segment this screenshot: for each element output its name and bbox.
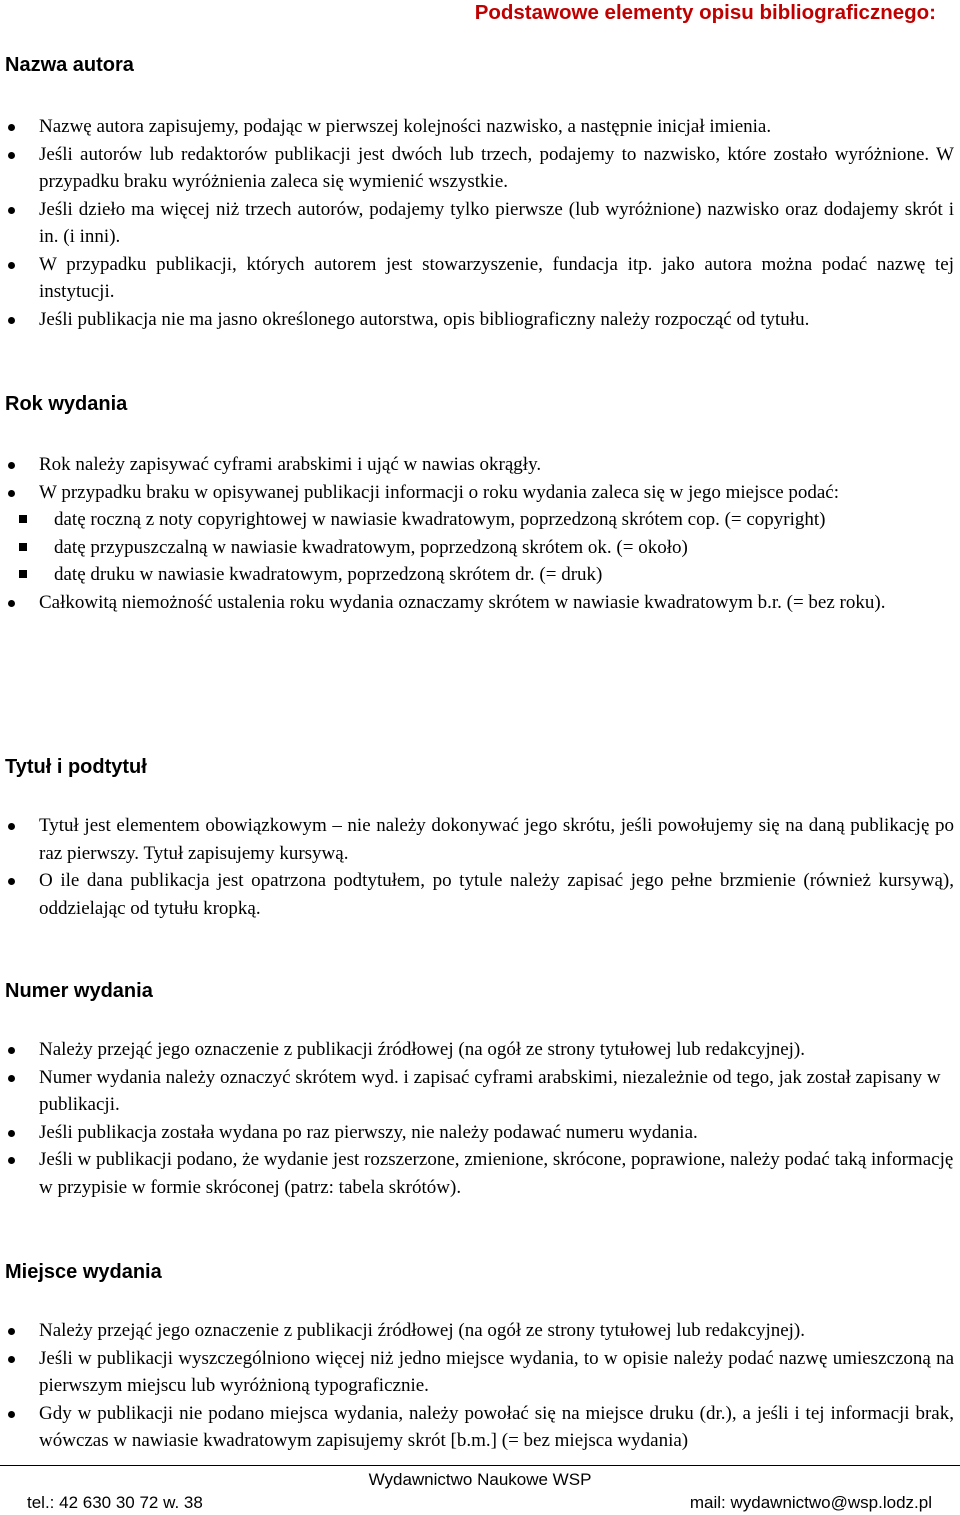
list-item: Numer wydania należy oznaczyć skrótem wyd. i zapisać cyframi arabskimi, niezależnie od tego, jak został zapisany w publikacji. [0, 1064, 954, 1119]
bullet-icon [8, 1047, 15, 1054]
list-item: Należy przejąć jego oznaczenie z publikacji źródłowej (na ogół ze strony tytułowej lub redakcyjnej). [0, 1317, 954, 1345]
list-item: W przypadku braku w opisywanej publikacji informacji o roku wydania zaleca się w jego miejsce podać: datę roczną z noty copyrightowej w nawiasie kwadratowym, poprzedzoną skrótem cop. (= copyright) datę przypuszczalną w nawiasie kwadratowym, poprzedzoną skrótem ok. (= około) datę druku w nawiasie kwadratowym, poprzedzoną skrótem dr. (= druk) [0, 479, 954, 589]
bullet-icon [8, 124, 15, 131]
sub-list-item: datę druku w nawiasie kwadratowym, poprzedzoną skrótem dr. (= druk) [0, 561, 915, 589]
square-bullet-icon [19, 515, 27, 523]
bullet-icon [8, 1130, 15, 1137]
footer-email: mail: wydawnictwo@wsp.lodz.pl [689, 1493, 932, 1512]
sub-list-item: datę roczną z noty copyrightowej w nawiasie kwadratowym, poprzedzoną skrótem cop. (= copyright) [0, 506, 915, 534]
section-heading-author: Nazwa autora [5, 54, 134, 76]
bullet-icon [8, 600, 15, 607]
list-item: Jeśli dzieło ma więcej niż trzech autorów, podajemy tylko pierwsze (lub wyróżnione) nazwisko oraz dodajemy skrót i in. (i inni). [0, 196, 954, 251]
bullet-icon [8, 878, 15, 885]
list-item: Jeśli publikacja została wydana po raz pierwszy, nie należy podawać numeru wydania. [0, 1119, 954, 1147]
document-title: Podstawowe elementy opisu bibliograficznego: [474, 1, 936, 24]
bullet-icon [8, 1356, 15, 1363]
bullet-icon [8, 1328, 15, 1335]
square-bullet-icon [19, 543, 27, 551]
bullet-icon [8, 262, 15, 269]
year-suboptions-list [0, 506, 954, 589]
section-heading-place: Miejsce wydania [5, 1261, 162, 1283]
bullet-icon [8, 317, 15, 324]
list-item: O ile dana publikacja jest opatrzona podtytułem, po tytule należy zapisać jego pełne brzmienie (również kursywą), oddzielając od tytułu kropką. [0, 867, 954, 922]
list-item: Jeśli w publikacji podano, że wydanie jest rozszerzone, zmienione, skrócone, poprawione, należy podać taką informację w przypisie w formie skróconej (patrz: tabela skrótów). [0, 1146, 954, 1201]
list-item: Gdy w publikacji nie podano miejsca wydania, należy powołać się na miejsce druku (dr.), a jeśli i tej informacji brak, wówczas w nawiasie kwadratowym zapisujemy skrót [b.m.] (= bez miejsca wydania) [0, 1400, 954, 1455]
list-item: Tytuł jest elementem obowiązkowym – nie należy dokonywać jego skrótu, jeśli powołujemy się na daną publikację po raz pierwszy. Tytuł zapisujemy kursywą. [0, 812, 954, 867]
sub-list-item: datę przypuszczalną w nawiasie kwadratowym, poprzedzoną skrótem ok. (= około) [0, 534, 915, 562]
bullet-icon [8, 823, 15, 830]
bullet-icon [8, 1075, 15, 1082]
section-heading-edition: Numer wydania [5, 980, 153, 1002]
list-item: W przypadku publikacji, których autorem jest stowarzyszenie, fundacja itp. jako autora można podać nazwę tej instytucji. [0, 251, 954, 306]
place-rules-list [0, 1317, 960, 1455]
list-item: Całkowitą niemożność ustalenia roku wydania oznaczamy skrótem w nawiasie kwadratowym b.r. (= bez roku). [0, 589, 954, 617]
section-heading-year: Rok wydania [5, 393, 128, 415]
list-item: Należy przejąć jego oznaczenie z publikacji źródłowej (na ogół ze strony tytułowej lub redakcyjnej). [0, 1036, 954, 1064]
list-item: Jeśli w publikacji wyszczególniono więcej niż jedno miejsce wydania, to w opisie należy podać nazwę umieszczoną na pierwszym miejscu lub wyróżnioną typograficznie. [0, 1345, 954, 1400]
bullet-icon [8, 1411, 15, 1418]
title-rules-list [0, 812, 960, 922]
list-item: Rok należy zapisywać cyframi arabskimi i ująć w nawias okrągły. [0, 451, 954, 479]
edition-rules-list [0, 1036, 960, 1201]
author-rules-list [0, 113, 960, 333]
year-rules-list [0, 451, 960, 616]
footer-phone: tel.: 42 630 30 72 w. 38 [27, 1493, 203, 1512]
bullet-icon [8, 207, 15, 214]
list-item: Jeśli autorów lub redaktorów publikacji jest dwóch lub trzech, podajemy to nazwisko, które zostało wyróżnione. W przypadku braku wyróżnienia zaleca się wymienić wszystkie. [0, 141, 954, 196]
bullet-icon [8, 462, 15, 469]
square-bullet-icon [19, 570, 27, 578]
section-heading-title: Tytuł i podtytuł [5, 756, 147, 778]
bullet-icon [8, 490, 15, 497]
bullet-icon [8, 152, 15, 159]
bullet-icon [8, 1157, 15, 1164]
footer-divider [0, 1465, 960, 1466]
list-item: Nazwę autora zapisujemy, podając w pierwszej kolejności nazwisko, a następnie inicjał imienia. [0, 113, 954, 141]
footer-publisher: Wydawnictwo Naukowe WSP [368, 1470, 592, 1489]
list-item: Jeśli publikacja nie ma jasno określonego autorstwa, opis bibliograficzny należy rozpocząć od tytułu. [0, 306, 954, 334]
